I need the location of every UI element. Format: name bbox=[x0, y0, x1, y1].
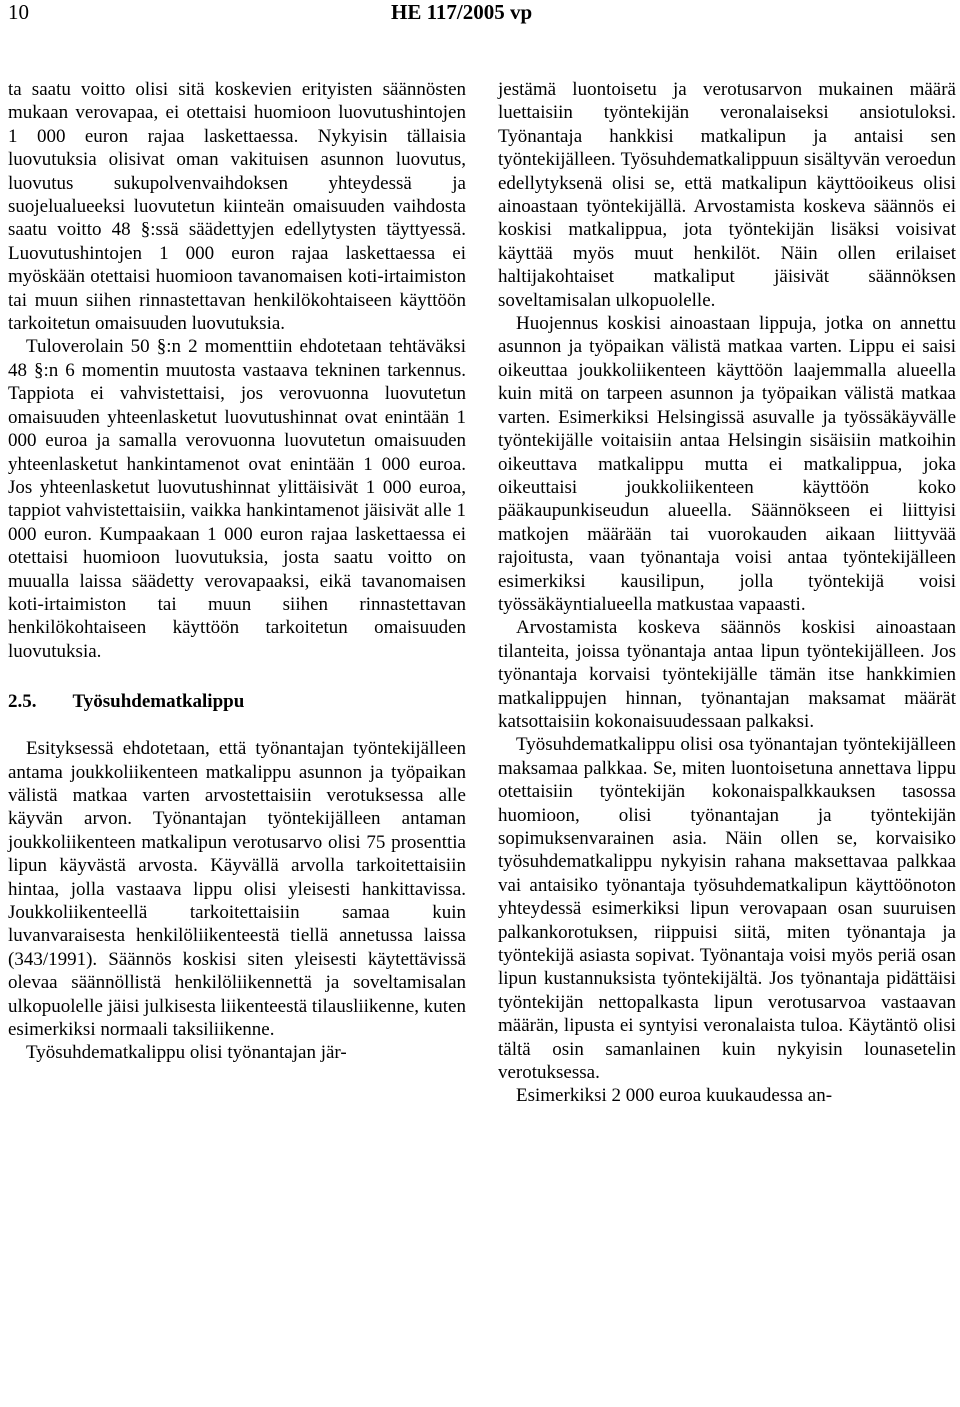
body-paragraph: Arvostamista koskeva säännös koskisi ainoastaan tilanteita, joissa työnantaja antaa lipun työntekijälleen. Jos työnantaja korvaisi työntekijälle tämän itse hankkimien matkalippujen hinnan, työnantajan maksamat määrät katsottaisiin kokonaisuudessaan palkaksi. bbox=[498, 617, 956, 732]
body-paragraph: jestämä luontoisetu ja verotusarvon mukainen määrä luettaisiin työntekijän veronalaiseksi ansiotuloksi. Työnantaja hankkisi matkalipun ja antaisi sen työntekijälleen. Työsuhdematkalippuun sisältyvän veroedun edellytyksenä olisi se, että matkalipun käyttöoikeus olisi ainoastaan työntekijällä. Arvostamista koskeva säännös ei koskisi matkalippua, jota työntekijän lisäksi voisivat käyttää myös muut henkilöt. Näin ollen erilaiset haltijakohtaiset matkaliput jäisivät säännöksen soveltamisalan ulkopuolelle. bbox=[498, 79, 956, 311]
body-paragraph: Työsuhdematkalippu olisi osa työnantajan työntekijälleen maksamaa palkkaa. Se, miten luontoisetuna annettava lippu otettaisiin työntekijän kokonaispalkkauksen tasossa huomioon, olisi työnantajan ja työntekijän sopimuksenvarainen asia. Näin ollen se, korvaisiko työsuhdematkalippu nykyisin rahana maksettavaa palkkaa vai antaisiko työnantaja työsuhdematkalipun käyttöönoton yhteydessä esimerkiksi lipun verovapaan osan suuruisen palkankorotuksen, riippuisi siitä, miten työnantaja ja työntekijä asiasta sopivat. Työnantaja voisi myös periä osan lipun kustannuksista työntekijältä. Jos työnantaja pidättäisi työntekijän nettopalkasta lipun verotusarvoa vastaavan määrän, lipusta ei syntyisi veronalaista tuloa. Käytäntö olisi tältä osin samanlainen kuin nykyisin lounasetelin verotuksessa. bbox=[498, 734, 956, 1084]
body-paragraph: Huojennus koskisi ainoastaan lippuja, jotka on annettu asunnon ja työpaikan välistä matkaa varten. Lippu ei saisi oikeuttaa joukkoliikenteen käyttöön laajemmalla alueella kuin mitä on tarpeen asunnon ja työpaikan välistä matkaa varten. Esimerkiksi Helsingissä asuvalle ja työssäkäyvälle työntekijälle voitaisiin antaa Helsingin sisäisiin matkoihin oikeuttava matkalippu mutta ei matkalippua, joka oikeuttaisi joukkoliikenteen käyttöön koko pääkaupunkiseudun alueella. Säännökseen ei liittyisi matkojen määrään tai vuorokauden aikaan liittyvää rajoitusta, vaan työnantaja voisi antaa työntekijälleen esimerkiksi kausilipun, jolla työntekijä voisi työssäkäyntialueella matkustaa vapaasti. bbox=[498, 313, 956, 615]
page-header bbox=[0, 0, 960, 40]
body-paragraph: Esityksessä ehdotetaan, että työnantajan työntekijälleen antama joukkoliikenteen matkalippu asunnon ja työpaikan välistä matkaa varten arvostettaisiin verotuksessa alle käyvän arvon. Työnantajan työntekijälleen antaman joukkoliikenteen matkalipun verotusarvo olisi 75 prosenttia lipun käyvästä arvosta. Käyvällä arvolla tarkoitettaisiin hintaa, jolla vastaava lippu olisi yleisesti hankittavissa. Joukkoliikenteellä tarkoitettaisiin samaa kuin luvanvaraisesta henkilöliikenteestä tiellä annetussa laissa (343/1991). Säännös koskisi siten yleisesti käytettävissä olevaa säännöllistä henkilöliikennettä ja soveltamisalan ulkopuolelle jäisi julkisesta liikenteestä tilausliikenne, kuten esimerkiksi normaali taksiliikenne. bbox=[8, 738, 467, 1041]
body-paragraph: ta saatu voitto olisi sitä koskevien erityisten säännösten mukaan verovapaa, ei otettaisi huomioon luovutushintojen 1 000 euron rajaa laskettaessa. Nykyisin tällaisia luovutuksia olisivat oman vakituisen asunnon luovutus, luovutus sukupolvenvaihdoksen yhteydessä ja suojelualueeksi luovutetun kiinteän omaisuuden vaihdosta saatu voitto 48 §:ssä säädettyjen edellytysten täyttyessä. Luovutushintojen 1 000 euron rajaa laskettaessa ei myöskään otettaisi huomioon tavanomaisen koti-irtaimiston tai muun siihen rinnastettavan henkilökohtaiseen käyttöön tarkoitetun omaisuuden luovutuksia. bbox=[8, 79, 466, 335]
body-paragraph: Työsuhdematkalippu olisi työnantajan jär- bbox=[26, 1042, 347, 1064]
body-paragraph: Tuloverolain 50 §:n 2 momenttiin ehdotetaan tehtäväksi 48 §:n 6 momentin muutosta vastaava tekninen tarkennus. Tappiota ei vahvistettaisi, jos verovuonna luovutetun omaisuuden yhteenlasketut luovutushinnat ovat enintään 1 000 euroa ja samalla verovuonna luovutetun omaisuuden yhteenlasketut hankintamenot ovat enintään 1 000 euroa. Jos yhteenlasketut luovutushinnat ylittäisivät 1 000 euroa, tappiot vahvistettaisiin, vaikka hankintamenot jäisivät alle 1 000 euron. Kumpaakaan 1 000 euron rajaa laskettaessa ei otettaisi huomioon luovutuksia, josta saatu voitto on muualla laissa säädetty verovapaaksi, eikä tavanomaisen koti-irtaimiston tai muun siihen rinnastettavan henkilökohtaiseen käyttöön tarkoitetun omaisuuden luovutuksia. bbox=[8, 336, 466, 662]
page-number: 10 bbox=[8, 0, 29, 24]
body-paragraph: Esimerkiksi 2 000 euroa kuukaudessa an- bbox=[516, 1085, 833, 1107]
section-heading bbox=[8, 690, 466, 713]
right-column bbox=[498, 78, 956, 1108]
left-column bbox=[8, 78, 466, 1065]
section-title: Työsuhdematkalippu bbox=[72, 691, 245, 713]
section-number: 2.5. bbox=[8, 691, 37, 713]
document-id: HE 117/2005 vp bbox=[391, 0, 533, 24]
